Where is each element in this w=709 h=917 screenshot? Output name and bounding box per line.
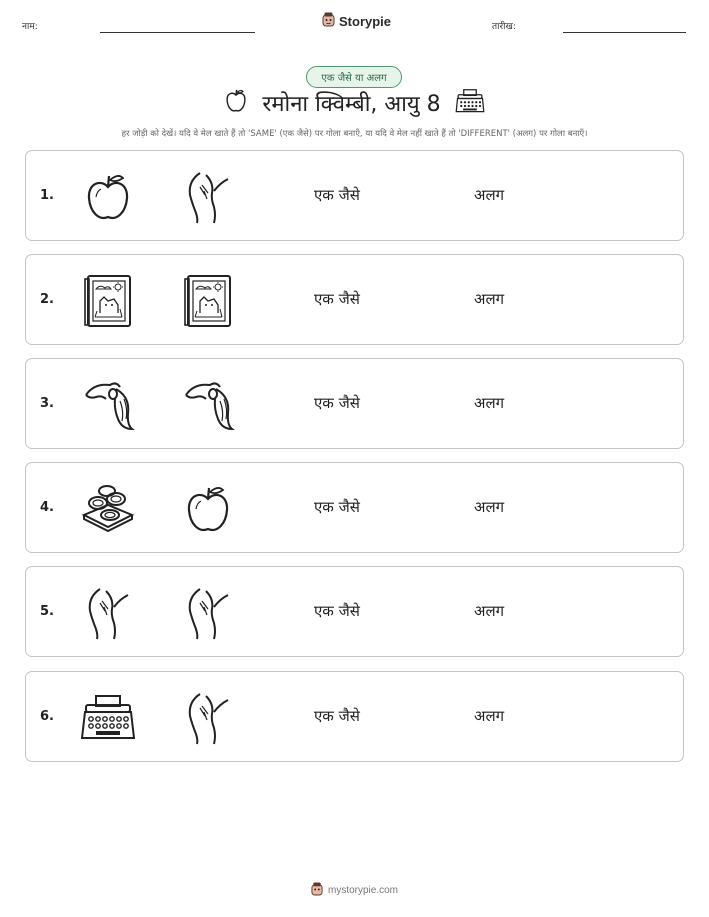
exercise-card [25, 462, 684, 553]
different-option[interactable]: अलग [474, 290, 505, 308]
knee-icon [80, 585, 136, 641]
page-title: रमोना क्विम्बी, आयु 8 [262, 92, 441, 117]
same-option[interactable]: एक जैसे [314, 290, 360, 308]
apple-icon [180, 481, 236, 537]
date-line[interactable] [563, 32, 686, 33]
typewriter-icon [80, 690, 136, 746]
question-number: 5. [40, 604, 54, 619]
coins-icon [80, 481, 136, 537]
storypie-mascot-icon [322, 12, 335, 31]
different-option[interactable]: अलग [474, 602, 505, 620]
same-option[interactable]: एक जैसे [314, 186, 360, 204]
same-option[interactable]: एक जैसे [314, 498, 360, 516]
instructions-text: हर जोड़ी को देखें। यदि वे मेल खाते हैं तो 'SAME' (एक जैसे) पर गोला बनाएँ, या यदि वे मेल नहीं खाते हैं तो 'DIFFERENT' (अलग) पर गोला बनाएँ। [121, 129, 588, 139]
exercise-card [25, 566, 684, 657]
question-number: 1. [40, 188, 54, 203]
exercise-card [25, 671, 684, 762]
ponytail-icon [180, 377, 236, 433]
brand-name: Storypie [339, 14, 392, 29]
question-number: 6. [40, 709, 54, 724]
title-row [0, 88, 709, 118]
exercise-card [25, 150, 684, 241]
knee-icon [180, 585, 236, 641]
name-line[interactable] [100, 32, 255, 33]
apple-icon [80, 169, 136, 225]
knee-icon [180, 690, 236, 746]
date-label: तारीख: [492, 22, 516, 32]
question-number: 2. [40, 292, 54, 307]
name-label: नाम: [22, 22, 38, 32]
different-option[interactable]: अलग [474, 186, 505, 204]
different-option[interactable]: अलग [474, 498, 505, 516]
exercise-card [25, 254, 684, 345]
worksheet-type-badge: एक जैसे या अलग [306, 66, 402, 88]
storybook-icon [80, 273, 136, 329]
footer-url[interactable]: mystorypie.com [327, 885, 398, 896]
storypie-mascot-icon [311, 881, 323, 900]
question-number: 3. [40, 396, 54, 411]
same-option[interactable]: एक जैसे [314, 394, 360, 412]
ponytail-icon [80, 377, 136, 433]
footer [0, 881, 709, 900]
brand-logo [322, 12, 391, 31]
question-number: 4. [40, 500, 54, 515]
same-option[interactable]: एक जैसे [314, 707, 360, 725]
typewriter-icon [455, 88, 485, 118]
apple-icon [224, 88, 248, 118]
storybook-icon [180, 273, 236, 329]
exercise-card [25, 358, 684, 449]
different-option[interactable]: अलग [474, 707, 505, 725]
knee-icon [180, 169, 236, 225]
different-option[interactable]: अलग [474, 394, 505, 412]
same-option[interactable]: एक जैसे [314, 602, 360, 620]
